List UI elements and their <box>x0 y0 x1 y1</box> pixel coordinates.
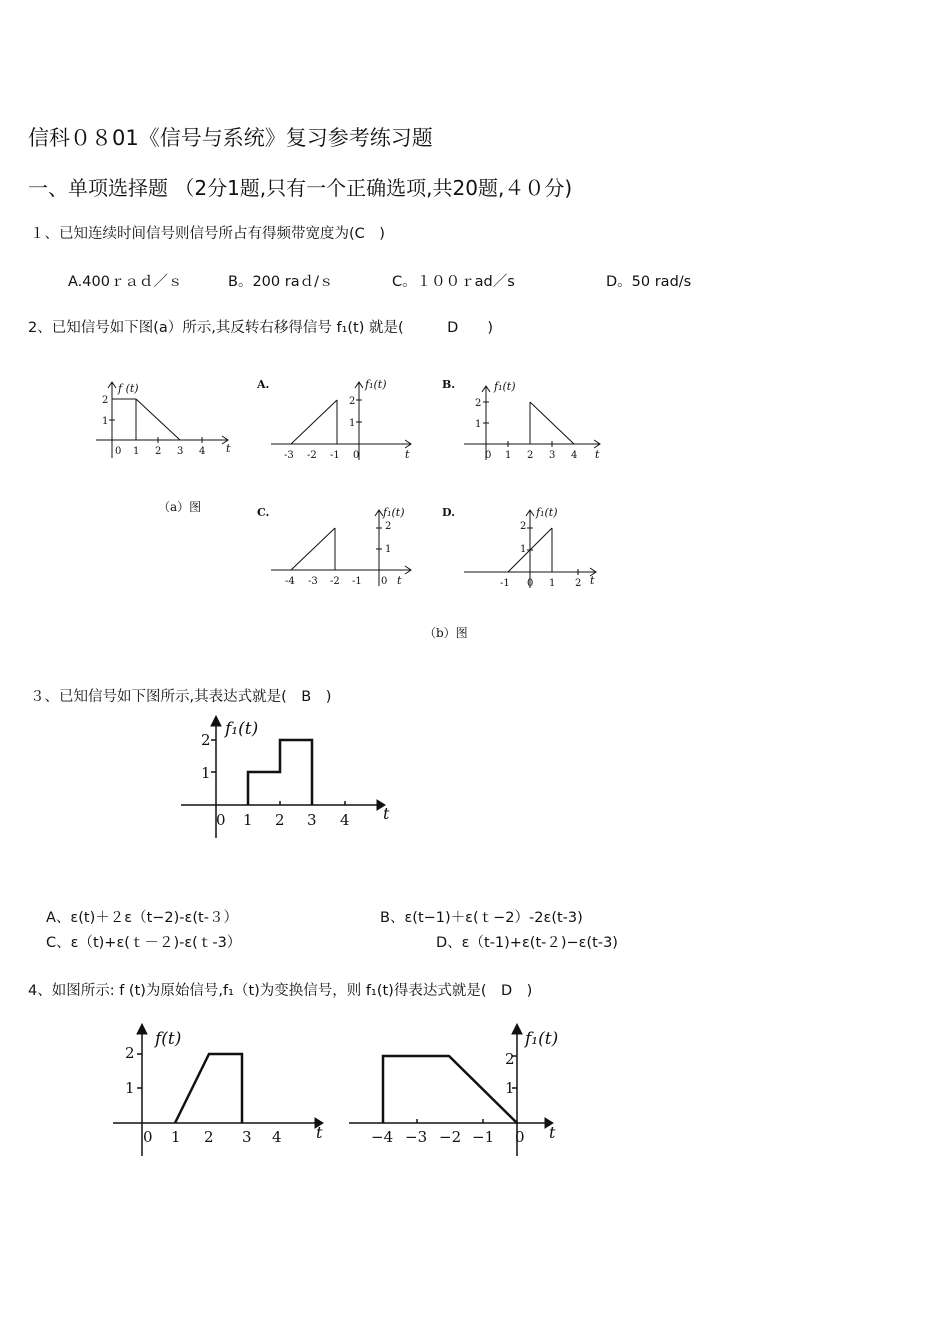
figure-2a-caption: （a）图 <box>158 500 202 514</box>
svg-text:1: 1 <box>201 764 211 782</box>
svg-text:−1: −1 <box>472 1128 495 1146</box>
svg-text:-1: -1 <box>352 576 362 587</box>
svg-text:-1: -1 <box>330 450 340 461</box>
option-c-label: C. <box>257 506 270 519</box>
figure-4-original <box>105 1020 335 1160</box>
svg-text:4: 4 <box>272 1128 282 1146</box>
svg-text:3: 3 <box>177 446 184 457</box>
svg-text:0: 0 <box>115 446 122 457</box>
f1-t-label: f₁(t) <box>383 506 405 519</box>
svg-text:1: 1 <box>475 419 482 430</box>
svg-text:0: 0 <box>527 578 534 589</box>
svg-text:2: 2 <box>155 446 162 457</box>
f-t-label: f (t) <box>118 382 139 395</box>
svg-text:−2: −2 <box>439 1128 462 1146</box>
svg-text:2: 2 <box>520 521 527 532</box>
f1-t-label: f₁(t) <box>225 719 259 739</box>
svg-text:0: 0 <box>216 811 226 829</box>
svg-text:-3: -3 <box>308 576 318 587</box>
svg-text:1: 1 <box>520 544 527 555</box>
question-1-option-d: D。50 rad/s <box>606 274 692 290</box>
svg-text:3: 3 <box>549 450 556 461</box>
svg-text:2: 2 <box>385 521 392 532</box>
t-axis-label: t <box>383 804 390 823</box>
svg-text:1: 1 <box>349 418 356 429</box>
figure-2a <box>88 372 248 472</box>
svg-text:1: 1 <box>125 1079 135 1097</box>
t-axis-label: t <box>397 574 402 587</box>
figure-3 <box>175 710 400 845</box>
svg-text:3: 3 <box>307 811 317 829</box>
option-d-label: D. <box>442 506 455 519</box>
svg-text:-2: -2 <box>307 450 317 461</box>
svg-text:4: 4 <box>340 811 350 829</box>
svg-text:2: 2 <box>125 1044 135 1062</box>
question-3-option-a: A、ε(t)＋２ε（t−2)-ε(t-３） <box>46 910 238 926</box>
svg-text:2: 2 <box>275 811 285 829</box>
svg-text:2: 2 <box>201 731 211 749</box>
figure-2b-caption: （b）图 <box>424 626 468 640</box>
svg-text:-3: -3 <box>284 450 294 461</box>
question-1-option-a: A.400ｒａｄ／ｓ <box>68 274 183 290</box>
svg-text:2: 2 <box>349 396 356 407</box>
svg-text:−3: −3 <box>405 1128 428 1146</box>
svg-text:4: 4 <box>571 450 578 461</box>
t-axis-label: t <box>226 442 231 455</box>
question-1-option-b: B。200 raｄ/ｓ <box>228 274 334 290</box>
svg-text:-2: -2 <box>330 576 340 587</box>
figure-2-option-d <box>440 500 610 600</box>
f1-t-label: f₁(t) <box>536 506 558 519</box>
svg-text:0: 0 <box>515 1128 525 1146</box>
svg-text:2: 2 <box>475 398 482 409</box>
svg-text:4: 4 <box>199 446 206 457</box>
figure-2-option-b <box>440 372 610 472</box>
t-axis-label: t <box>405 448 410 461</box>
svg-text:1: 1 <box>171 1128 181 1146</box>
svg-text:1: 1 <box>505 450 512 461</box>
svg-text:-1: -1 <box>500 578 510 589</box>
svg-text:0: 0 <box>353 450 360 461</box>
svg-text:2: 2 <box>102 395 109 406</box>
question-3-option-d: D、ε（t-1)+ε(t-２)−ε(t-3) <box>436 935 618 951</box>
svg-text:1: 1 <box>243 811 253 829</box>
svg-text:1: 1 <box>102 416 109 427</box>
figure-4-transformed <box>345 1020 580 1160</box>
f1-t-label: f₁(t) <box>494 380 516 393</box>
svg-text:2: 2 <box>527 450 534 461</box>
t-axis-label: t <box>595 448 600 461</box>
svg-text:-4: -4 <box>285 576 295 587</box>
question-1-stem: １、已知连续时间信号则信号所占有得频带宽度为(C ) <box>30 226 385 242</box>
svg-text:1: 1 <box>133 446 140 457</box>
svg-text:2: 2 <box>204 1128 214 1146</box>
document-title: 信科０８01《信号与系统》复习参考练习题 <box>28 126 433 150</box>
figure-2-option-a <box>255 372 425 472</box>
t-axis-label: t <box>316 1123 323 1142</box>
option-a-label: A. <box>257 378 270 391</box>
question-3-option-c: C、ε（t)+ε(ｔ－２)-ε(ｔ-3） <box>46 935 242 951</box>
question-3-option-b: B、ε(t−1)＋ε(ｔ−2）-2ε(t-3) <box>380 910 583 926</box>
question-1-option-c: C。１００ｒad／s <box>392 274 515 290</box>
section-heading: 一、单项选择题 （2分1题,只有一个正确选项,共20题,４０分) <box>28 176 573 200</box>
svg-text:3: 3 <box>242 1128 252 1146</box>
option-b-label: B. <box>442 378 456 391</box>
svg-text:1: 1 <box>505 1079 515 1097</box>
svg-text:2: 2 <box>505 1050 515 1068</box>
question-3-stem: ３、已知信号如下图所示,其表达式就是( B ) <box>30 689 332 705</box>
svg-text:2: 2 <box>575 578 582 589</box>
svg-text:−4: −4 <box>371 1128 394 1146</box>
svg-text:0: 0 <box>485 450 492 461</box>
t-axis-label: t <box>590 574 595 587</box>
svg-text:0: 0 <box>381 576 388 587</box>
svg-text:1: 1 <box>549 578 556 589</box>
figure-2-option-c <box>255 500 425 600</box>
f1-t-label: f₁(t) <box>525 1029 559 1049</box>
question-2-stem: 2、已知信号如下图(a）所示,其反转右移得信号 f₁(t) 就是( D ) <box>28 320 493 336</box>
svg-text:1: 1 <box>385 544 392 555</box>
f1-t-label: f₁(t) <box>365 378 387 391</box>
f-t-label: f(t) <box>155 1029 182 1049</box>
t-axis-label: t <box>549 1123 556 1142</box>
question-4-stem: 4、如图所示: f (t)为原始信号,f₁（t)为变换信号，则 f₁(t)得表达式就是( D ) <box>28 983 533 999</box>
svg-text:0: 0 <box>143 1128 153 1146</box>
